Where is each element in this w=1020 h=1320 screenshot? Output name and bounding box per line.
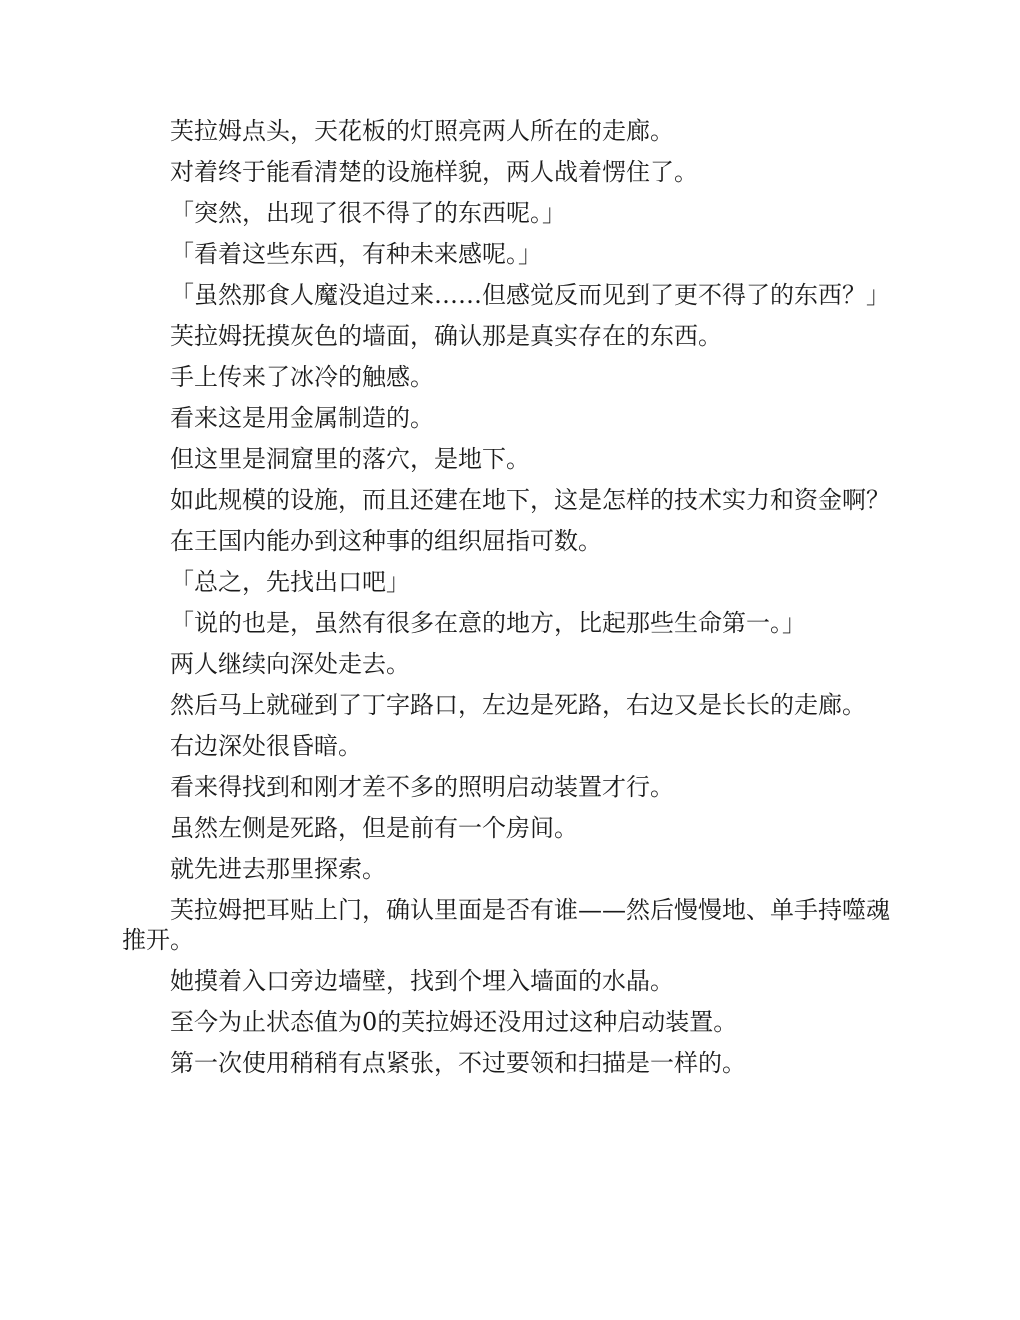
paragraph: 右边深处很昏暗。 [170, 732, 362, 760]
paragraph: 「虽然那食人魔没追过来……但感觉反而见到了更不得了的东西？」 [170, 281, 890, 309]
paragraph: 就先进去那里探索。 [170, 855, 386, 883]
paragraph: 第一次使用稍稍有点紧张，不过要领和扫描是一样的。 [170, 1049, 746, 1077]
paragraph: 「总之，先找出口吧」 [170, 568, 410, 596]
paragraph: 但这里是洞窟里的落穴，是地下。 [170, 445, 530, 473]
paragraph: 芙拉姆点头，天花板的灯照亮两人所在的走廊。 [170, 117, 674, 145]
paragraph: 「说的也是，虽然有很多在意的地方，比起那些生命第一。」 [170, 609, 806, 637]
paragraph: 看来这是用金属制造的。 [170, 404, 434, 432]
paragraph: 在王国内能办到这种事的组织屈指可数。 [170, 527, 602, 555]
paragraph: 芙拉姆抚摸灰色的墙面，确认那是真实存在的东西。 [170, 322, 722, 350]
paragraph: 手上传来了冰冷的触感。 [170, 363, 434, 391]
paragraph: 然后马上就碰到了丁字路口，左边是死路，右边又是长长的走廊。 [170, 691, 866, 719]
paragraph: 至今为止状态值为0的芙拉姆还没用过这种启动装置。 [170, 1008, 738, 1036]
paragraph: 如此规模的设施，而且还建在地下，这是怎样的技术实力和资金啊？ [170, 486, 890, 514]
paragraph: 「突然，出现了很不得了的东西呢。」 [170, 199, 566, 227]
paragraph: 芙拉姆把耳贴上门，确认里面是否有谁——然后慢慢地、单手持噬魂推开。 [122, 896, 890, 954]
document-body [122, 116, 902, 1089]
paragraph: 虽然左侧是死路，但是前有一个房间。 [170, 814, 578, 842]
paragraph: 她摸着入口旁边墙壁，找到个埋入墙面的水晶。 [170, 967, 674, 995]
paragraph: 两人继续向深处走去。 [170, 650, 410, 678]
paragraph: 「看着这些东西，有种未来感呢。」 [170, 240, 542, 268]
paragraph: 对着终于能看清楚的设施样貌，两人战着愣住了。 [170, 158, 698, 186]
paragraph: 看来得找到和刚才差不多的照明启动装置才行。 [170, 773, 674, 801]
